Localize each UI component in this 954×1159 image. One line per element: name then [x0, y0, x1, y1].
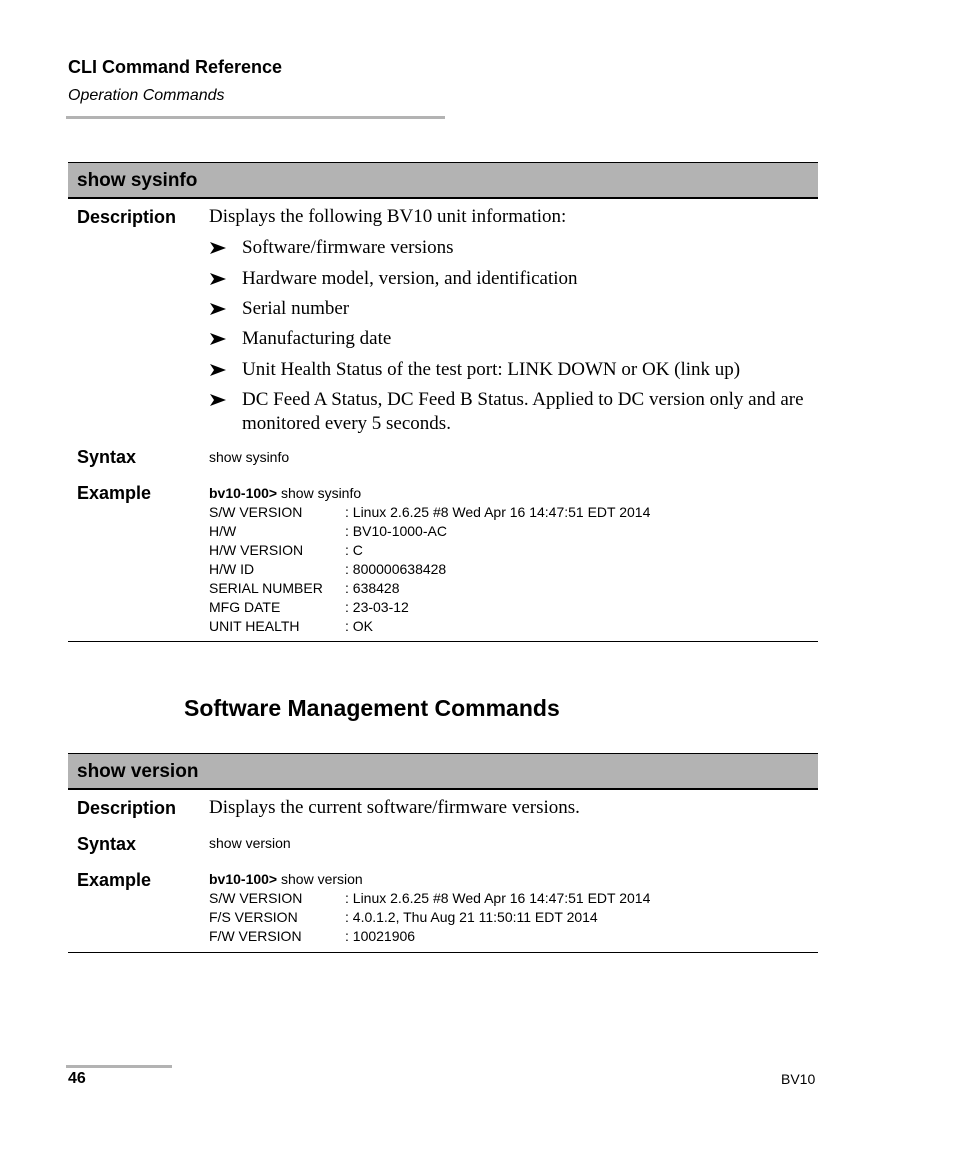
bullet-item: [209, 327, 809, 351]
example-prompt: bv10-100>: [209, 871, 278, 887]
output-field-value: : 23-03-12: [345, 599, 409, 615]
bullet-item: [209, 297, 809, 321]
syntax-text: show sysinfo: [209, 449, 290, 465]
example-output-line: [209, 908, 598, 927]
description-text: Displays the current software/firmware versions.: [209, 797, 580, 818]
example-command: show version: [281, 871, 363, 887]
running-header-title: CLI Command Reference: [68, 57, 283, 77]
output-field-name: S/W VERSION: [209, 890, 303, 906]
bullet-text: Manufacturing date: [242, 328, 392, 349]
output-field-value: : OK: [345, 618, 374, 634]
output-field-name: H/W ID: [209, 561, 255, 577]
header-divider: [66, 116, 445, 119]
example-output-line: [209, 541, 361, 560]
footer-divider: [66, 1065, 172, 1068]
bullet-text: DC Feed A Status, DC Feed B Status. Applied to DC version only and are monitored every 5 seconds.: [242, 389, 804, 434]
example-output-line: [209, 927, 416, 946]
output-field-value: : C: [345, 542, 363, 558]
arrowhead-bullet-icon: [209, 330, 227, 348]
product-name: BV10: [781, 1071, 816, 1087]
output-field-name: F/S VERSION: [209, 909, 298, 925]
output-field-name: SERIAL NUMBER: [209, 580, 323, 596]
example-prompt-line: [209, 484, 361, 503]
syntax-label: Syntax: [77, 834, 137, 854]
output-field-name: H/W: [209, 523, 237, 539]
output-field-name: H/W VERSION: [209, 542, 304, 558]
example-output: [209, 503, 651, 636]
example-prompt-line: [209, 870, 363, 889]
running-header-subtitle: Operation Commands: [68, 87, 225, 104]
output-field-name: UNIT HEALTH: [209, 618, 300, 634]
output-field-name: MFG DATE: [209, 599, 281, 615]
arrowhead-bullet-icon: [209, 361, 227, 379]
section-title: Software Management Commands: [184, 695, 560, 721]
command-box-bottom-rule: [68, 952, 818, 953]
command-box-show-sysinfo: [68, 162, 818, 634]
example-output-line: [209, 560, 447, 579]
arrowhead-bullet-icon: [209, 300, 227, 318]
bullet-text: Software/firmware versions: [242, 237, 454, 258]
bullet-item: [209, 267, 809, 291]
page-number: 46: [68, 1070, 86, 1087]
output-field-value: : 800000638428: [345, 561, 447, 577]
example-output-line: [209, 889, 651, 908]
command-box-bottom-rule: [68, 641, 818, 642]
output-field-value: : 4.0.1.2, Thu Aug 21 11:50:11 EDT 2014: [345, 909, 598, 925]
command-box-show-version: [68, 753, 818, 944]
example-output-line: [209, 598, 409, 617]
output-field-value: : Linux 2.6.25 #8 Wed Apr 16 14:47:51 EDT 2014: [345, 504, 651, 520]
output-field-value: : Linux 2.6.25 #8 Wed Apr 16 14:47:51 EDT 2014: [345, 890, 651, 906]
description-label: Description: [77, 798, 177, 818]
description-text: Displays the following BV10 unit information:: [209, 206, 567, 227]
example-label: Example: [77, 483, 152, 503]
arrowhead-bullet-icon: [209, 391, 227, 409]
command-heading: show version: [68, 753, 818, 790]
syntax-label: Syntax: [77, 447, 137, 467]
example-label: Example: [77, 870, 152, 890]
output-field-name: F/W VERSION: [209, 928, 302, 944]
example-command: show sysinfo: [281, 485, 362, 501]
output-field-value: : 638428: [345, 580, 400, 596]
arrowhead-bullet-icon: [209, 270, 227, 288]
example-output-line: [209, 579, 400, 598]
example-block: [209, 870, 651, 946]
bullet-text: Hardware model, version, and identification: [242, 268, 578, 289]
arrowhead-bullet-icon: [209, 239, 227, 257]
output-field-name: S/W VERSION: [209, 504, 303, 520]
bullet-item: [209, 236, 809, 260]
bullet-item: [209, 358, 809, 382]
description-label: Description: [77, 207, 177, 227]
example-output: [209, 889, 651, 946]
command-heading: show sysinfo: [68, 162, 818, 199]
example-output-line: [209, 503, 651, 522]
output-field-value: : 10021906: [345, 928, 416, 944]
bullet-text: Serial number: [242, 298, 350, 319]
syntax-text: show version: [209, 835, 291, 851]
example-block: [209, 484, 651, 636]
bullet-text: Unit Health Status of the test port: LINK DOWN or OK (link up): [242, 359, 741, 380]
example-prompt: bv10-100>: [209, 485, 278, 501]
bullet-item: [209, 388, 809, 436]
example-output-line: [209, 522, 447, 541]
example-output-line: [209, 617, 374, 636]
output-field-value: : BV10-1000-AC: [345, 523, 447, 539]
